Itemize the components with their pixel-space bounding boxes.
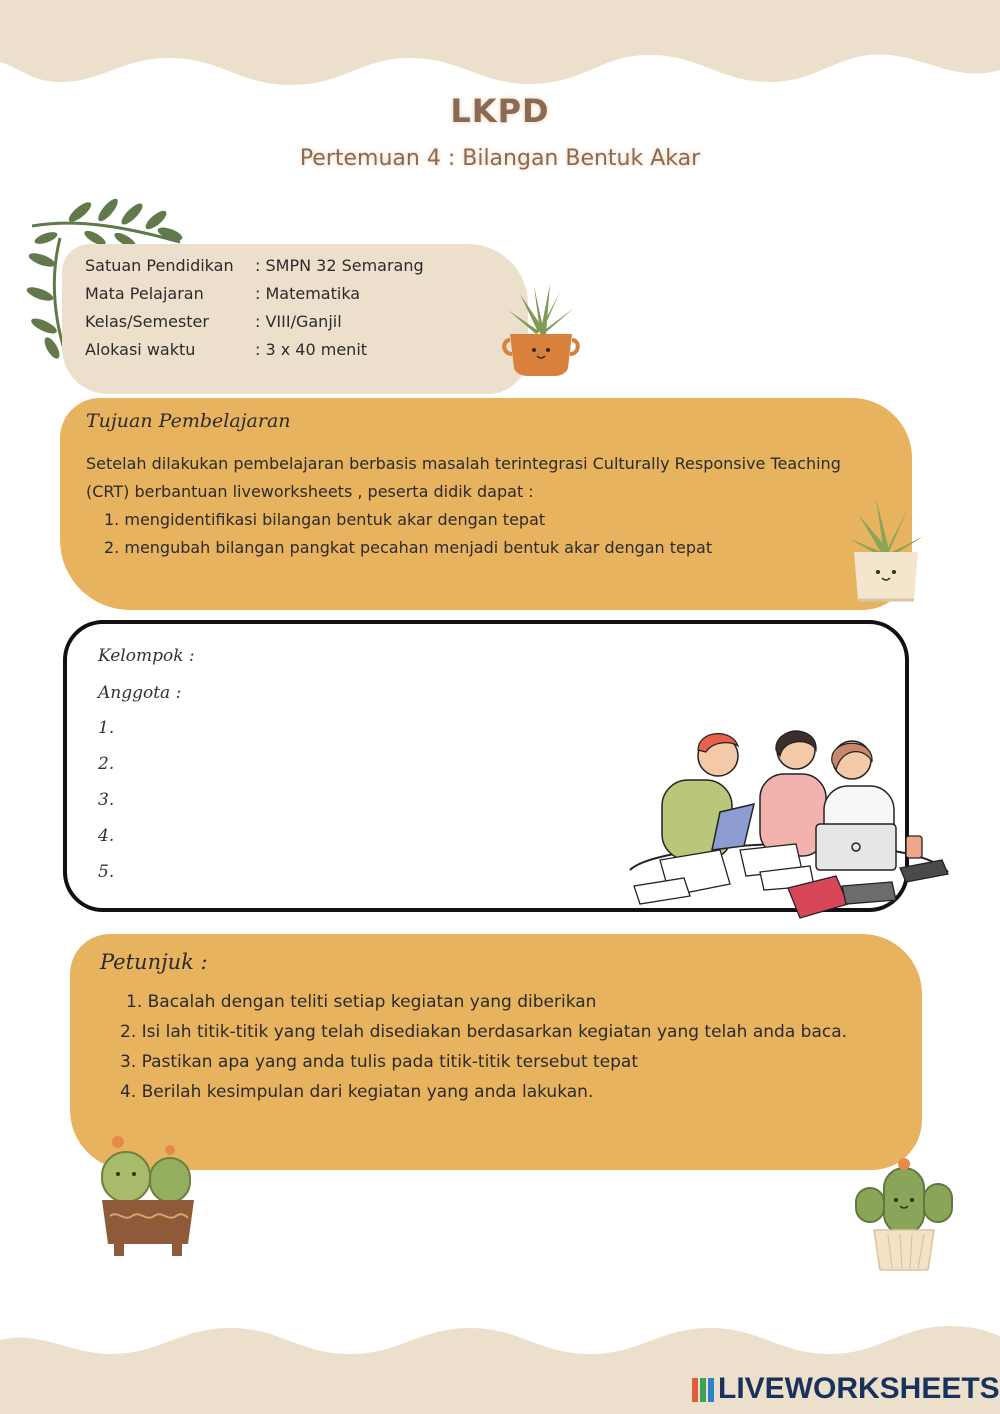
potted-plant-icon [500,280,582,378]
liveworksheets-logo-icon [692,1378,714,1402]
identity-label: Satuan Pendidikan [85,256,234,275]
page-subtitle: Pertemuan 4 : Bilangan Bentuk Akar [299,146,701,171]
page-title: LKPD [450,92,550,130]
snake-plant-icon [846,496,926,606]
members-label: Anggota : [98,683,182,703]
goal-item: 2. mengubah bilangan pangkat pecahan menjadi bentuk akar dengan tepat [104,538,713,557]
identity-value: : VIII/Ganjil [255,312,342,331]
identity-value: : SMPN 32 Semarang [255,256,424,275]
students-studying-illustration [620,700,955,925]
goals-intro: Setelah dilakukan pembelajaran berbasis masalah terintegrasi Culturally Responsive Teaching (CRT) berbantuan liveworksheets , peserta didik dapat : [86,454,841,501]
identity-label: Kelas/Semester [85,312,209,331]
cactus-pot-icon [96,1130,200,1262]
member-number: 5. [98,862,115,882]
identity-value: : Matematika [255,284,361,303]
member-number: 4. [98,826,115,846]
top-wave-decoration [0,0,1000,100]
direction-item: 2. Isi lah titik-titik yang telah disediakan berdasarkan kegiatan yang telah anda baca. [120,1022,848,1042]
member-number: 1. [98,718,115,738]
identity-label: Alokasi waktu [85,340,196,359]
direction-item: 1. Bacalah dengan teliti setiap kegiatan yang diberikan [126,992,597,1012]
member-number: 2. [98,754,115,774]
direction-item: 3. Pastikan apa yang anda tulis pada titik-titik tersebut tepat [120,1052,639,1072]
cactus-cream-pot-icon [852,1156,956,1274]
goals-heading: Tujuan Pembelajaran [86,410,291,432]
directions-heading: Petunjuk : [100,950,208,974]
liveworksheets-logo-text: LIVEWORKSHEETS [718,1372,1000,1405]
identity-value: : 3 x 40 menit [255,340,368,359]
member-number: 3. [98,790,115,810]
group-label: Kelompok : [98,646,195,666]
identity-label: Mata Pelajaran [85,284,204,303]
goal-item: 1. mengidentifikasi bilangan bentuk akar dengan tepat [104,510,546,529]
direction-item: 4. Berilah kesimpulan dari kegiatan yang anda lakukan. [120,1082,594,1102]
